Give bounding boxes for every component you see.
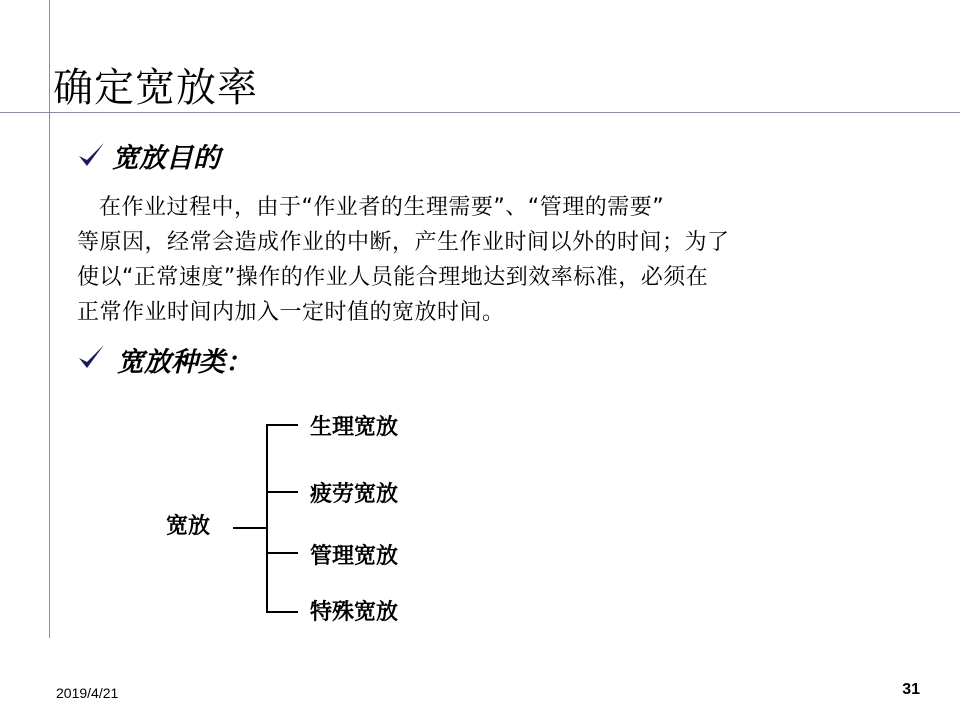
section-heading-purpose: 宽放目的: [112, 143, 220, 174]
check-icon: [76, 140, 106, 170]
check-icon: [76, 342, 106, 372]
tree-branch-line: [266, 552, 298, 554]
tree-root-label: 宽放: [166, 513, 211, 539]
slide-title: 确定宽放率: [53, 65, 258, 111]
section-heading-types: 宽放种类：: [117, 347, 252, 378]
tree-branch-line: [266, 491, 298, 493]
purpose-paragraph: [77, 190, 857, 330]
paragraph-line: 使以“正常速度”操作的作业人员能合理地达到效率标准，必须在: [77, 265, 709, 290]
footer-date: 2019/4/21: [56, 685, 119, 701]
tree-branch-label: 疲劳宽放: [310, 481, 399, 507]
paragraph-line: 在作业过程中，由于“作业者的生理需要”、“管理的需要”: [99, 195, 665, 220]
tree-trunk: [266, 424, 268, 613]
tree-branch-label: 生理宽放: [310, 414, 399, 440]
vertical-divider: [49, 0, 50, 638]
tree-branch-label: 特殊宽放: [310, 599, 399, 625]
paragraph-line: 等原因，经常会造成作业的中断，产生作业时间以外的时间；为了: [77, 230, 730, 255]
paragraph-line: 正常作业时间内加入一定时值的宽放时间。: [77, 300, 505, 325]
tree-branch-line: [266, 424, 298, 426]
page-number: 31: [902, 681, 920, 698]
tree-branch-label: 管理宽放: [310, 543, 399, 569]
tree-connector: [233, 527, 268, 529]
tree-branch-line: [266, 611, 298, 613]
